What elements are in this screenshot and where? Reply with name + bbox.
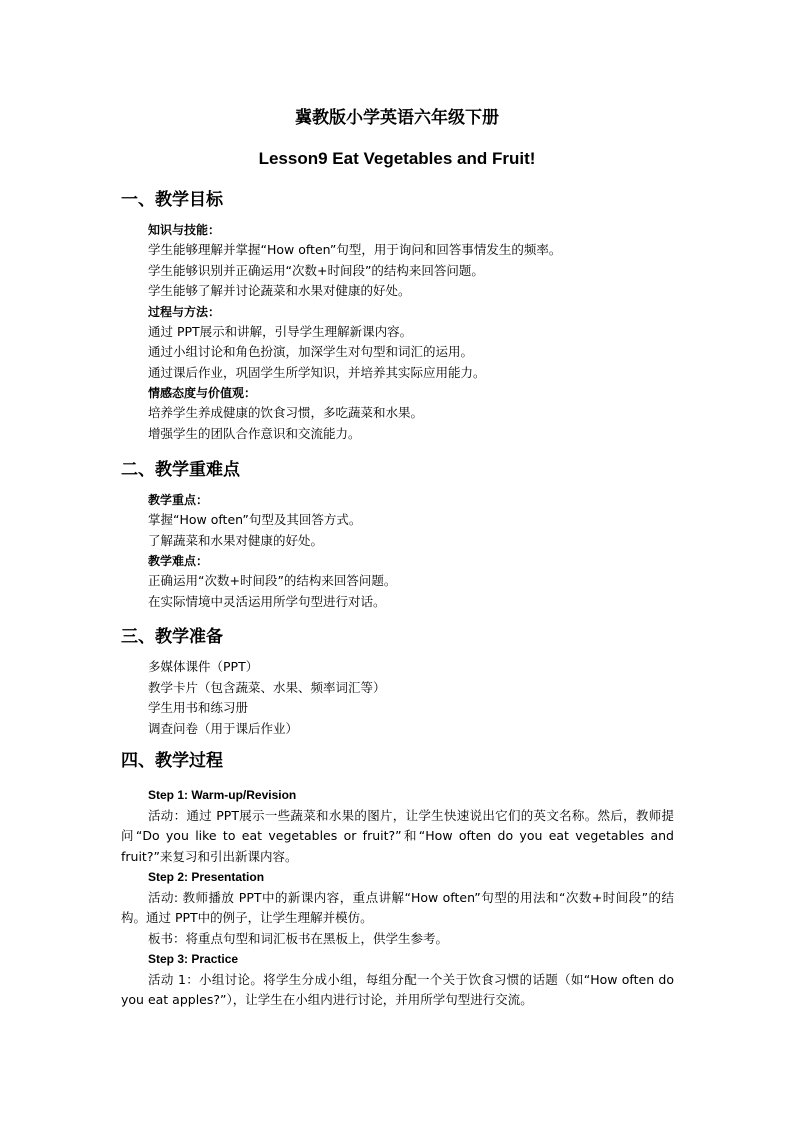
list-item: 了解蔬菜和水果对健康的好处。 <box>148 532 324 548</box>
step-heading: Step 1: Warm-up/Revision <box>148 788 297 802</box>
list-item: 教学卡片（包含蔬菜、水果、频率词汇等） <box>148 679 386 695</box>
list-item: 学生能够理解并掌握“How often”句型，用于询问和回答事情发生的频率。 <box>148 242 562 257</box>
sub-heading-attitudes-values: 情感态度与价值观： <box>148 386 257 400</box>
paragraph: 活动：通过 PPT展示一些蔬菜和水果的图片，让学生快速说出它们的英文名称。然后，教师提问“Do you like to eat vegetables or fruit?”和“How often do you eat vegetables and fruit?”来复习和引出新课内容。 <box>121 807 674 864</box>
list-item: 多媒体课件（PPT） <box>148 659 259 674</box>
list-item: 增强学生的团队合作意识和交流能力。 <box>148 425 361 441</box>
paragraph: 活动 1：小组讨论。将学生分成小组，每组分配一个关于饮食习惯的话题（如“How often do you eat apples?”），让学生在小组内进行讨论，并用所学句型进行交流。 <box>121 971 674 1007</box>
section-heading: 二、教学重难点 <box>121 460 240 480</box>
teaching-process-body <box>121 785 674 1011</box>
section-heading: 三、教学准备 <box>121 627 223 647</box>
list-item: 学生能够识别并正确运用“次数+时间段”的结构来回答问题。 <box>148 262 484 278</box>
list-item: 通过小组讨论和角色扮演，加深学生对句型和词汇的运用。 <box>148 344 474 359</box>
sub-heading-knowledge-skills: 知识与技能： <box>148 223 221 237</box>
sub-heading-key-points: 教学重点： <box>148 493 209 507</box>
document-title-cn: 冀教版小学英语六年级下册 <box>295 108 499 128</box>
section-heading: 一、教学目标 <box>121 190 223 210</box>
list-item: 掌握“How often”句型及其回答方式。 <box>148 512 362 527</box>
list-item: 调查问卷（用于课后作业） <box>148 720 299 736</box>
section-teaching-process <box>121 749 681 781</box>
list-item: 培养学生养成健康的饮食习惯，多吃蔬菜和水果。 <box>148 405 424 420</box>
section-heading: 四、教学过程 <box>121 751 223 771</box>
section-key-difficult-points <box>121 458 681 612</box>
paragraph: 板书：将重点句型和词汇板书在黑板上，供学生参考。 <box>148 930 449 946</box>
list-item: 在实际情境中灵活运用所学句型进行对话。 <box>148 593 386 609</box>
list-item: 正确运用“次数+时间段”的结构来回答问题。 <box>148 573 397 588</box>
step-heading: Step 2: Presentation <box>148 870 265 884</box>
list-item: 学生用书和练习册 <box>148 700 249 715</box>
list-item: 通过 PPT展示和讲解，引导学生理解新课内容。 <box>148 323 413 339</box>
section-teaching-objectives <box>121 188 681 444</box>
step-heading: Step 3: Practice <box>148 952 239 966</box>
sub-heading-difficult-points: 教学难点： <box>148 554 209 568</box>
list-item: 通过课后作业，巩固学生所学知识，并培养其实际应用能力。 <box>148 364 486 380</box>
section-teaching-preparation <box>121 625 681 739</box>
list-item: 学生能够了解并讨论蔬菜和水果对健康的好处。 <box>148 283 411 298</box>
document-title-en: Lesson9 Eat Vegetables and Fruit! <box>258 149 536 168</box>
sub-heading-process-methods: 过程与方法： <box>148 304 221 319</box>
paragraph: 活动: 教师播放 PPT中的新课内容，重点讲解“How often”句型的用法和“次数+时间段”的结构。通过 PPT中的例子，让学生理解并模仿。 <box>121 889 674 925</box>
